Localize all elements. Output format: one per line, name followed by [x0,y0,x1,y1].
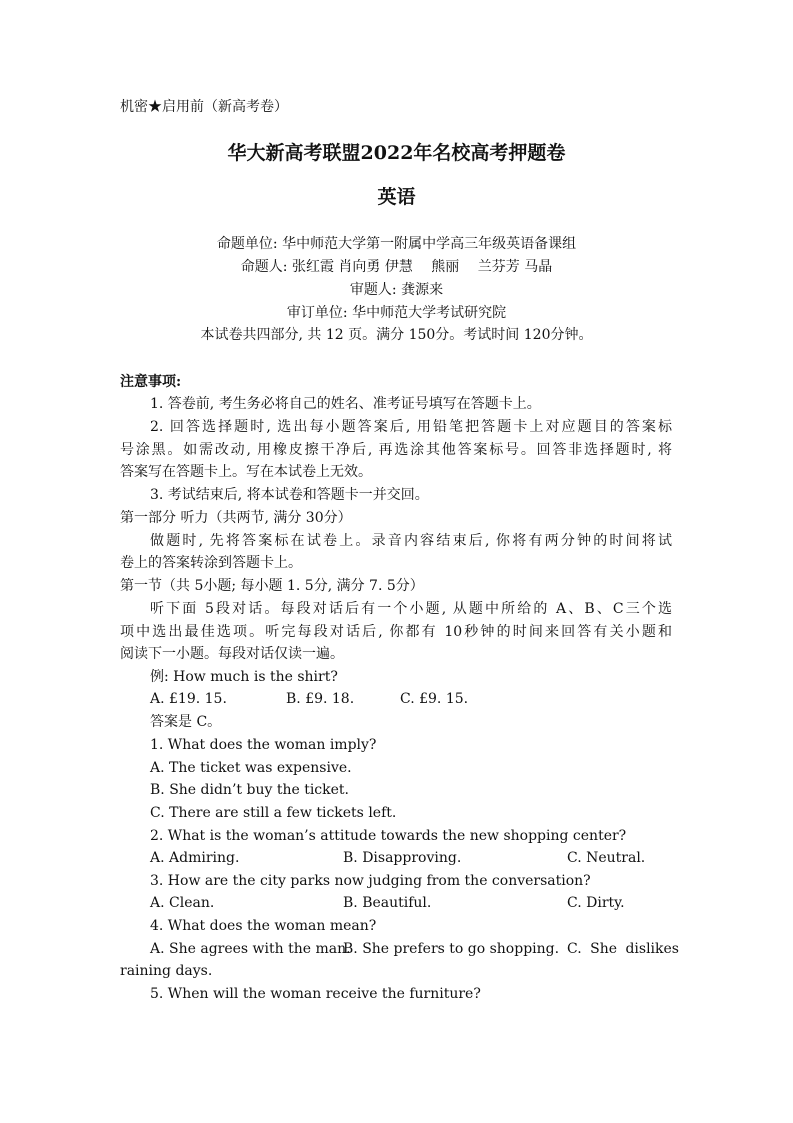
exam-title: 华大新高考联盟2022年名校高考押题卷 [227,142,566,164]
question-2-option-c: C. Neutral. [567,850,646,866]
part1-intro-line-1: 做题时, 先将答案标在试卷上。录音内容结束后, 你将有两分钟的时间将试 [150,533,672,549]
confidential-label: 机密★启用前（新高考卷） [120,99,288,115]
info-unit: 命题单位: 华中师范大学第一附属中学高三年级英语备课组 [216,236,577,252]
notice-item-1: 1. 答卷前, 考生务必将自己的姓名、准考证号填写在答题卡上。 [150,396,541,412]
question-3: 3. How are the city parks now judging from the conversation? [150,873,591,889]
section1-heading: 第一节（共 5小题; 每小题 1. 5分, 满分 7. 5分） [120,578,424,594]
question-1-option-b: B. She didn’t buy the ticket. [150,782,349,798]
question-2-option-a: A. Admiring. [150,850,240,866]
question-4: 4. What does the woman mean? [150,918,377,934]
question-1-option-a: A. The ticket was expensive. [150,760,352,776]
section1-line-2: 项中选出最佳选项。听完每段对话后, 你都有 10秒钟的时间来回答有关小题和 [120,624,672,640]
example-option-b: B. £9. 18. [286,691,355,707]
section1-line-1: 听下面 5段对话。每段对话后有一个小题, 从题中所给的 A、B、C三个选 [150,601,672,617]
notice-item-2-line-1: 2. 回答选择题时, 选出每小题答案后, 用铅笔把答题卡上对应题目的答案标 [150,419,672,435]
question-4-option-c-continued: raining days. [120,963,213,979]
question-4-option-b: B. She prefers to go shopping. [343,941,560,957]
part1-intro-line-2: 卷上的答案转涂到答题卡上。 [120,555,302,571]
question-2-option-b: B. Disapproving. [343,850,462,866]
question-2: 2. What is the woman’s attitude towards the new shopping center? [150,828,627,844]
question-4-option-a: A. She agrees with the man. [150,941,351,957]
info-reviewer: 审题人: 龚源来 [349,282,444,298]
section1-line-3: 阅读下一小题。每段对话仅读一遍。 [120,646,344,662]
question-3-option-b: B. Beautiful. [343,895,432,911]
example-option-a: A. £19. 15. [150,691,227,707]
question-3-option-a: A. Clean. [150,895,215,911]
notice-item-3: 3. 考试结束后, 将本试卷和答题卡一并交回。 [150,487,429,503]
info-summary: 本试卷共四部分, 共 12 页。满分 150分。考试时间 120分钟。 [200,327,593,343]
question-5: 5. When will the woman receive the furniture? [150,986,481,1002]
info-authors: 命题人: 张红霞 肖向勇 伊慧 熊丽 兰芬芳 马晶 [240,259,553,275]
notice-item-2-line-3: 答案写在答题卡上。写在本试卷上无效。 [120,464,372,480]
notice-heading: 注意事项: [120,374,182,390]
question-1-option-c: C. There are still a few tickets left. [150,805,397,821]
subject-title: 英语 [377,186,416,208]
example-question: 例: How much is the shirt? [150,669,338,685]
info-audit: 审订单位: 华中师范大学考试研究院 [286,305,507,321]
part1-heading: 第一部分 听力（共两节, 满分 30分） [120,510,352,526]
question-1: 1. What does the woman imply? [150,737,377,753]
question-3-option-c: C. Dirty. [567,895,625,911]
question-4-option-c: C. She dislikes [567,941,679,957]
example-option-c: C. £9. 15. [400,691,469,707]
example-answer: 答案是 C。 [150,714,222,730]
notice-item-2-line-2: 号涂黑。如需改动, 用橡皮擦干净后, 再选涂其他答案标号。回答非选择题时, 将 [120,442,672,458]
